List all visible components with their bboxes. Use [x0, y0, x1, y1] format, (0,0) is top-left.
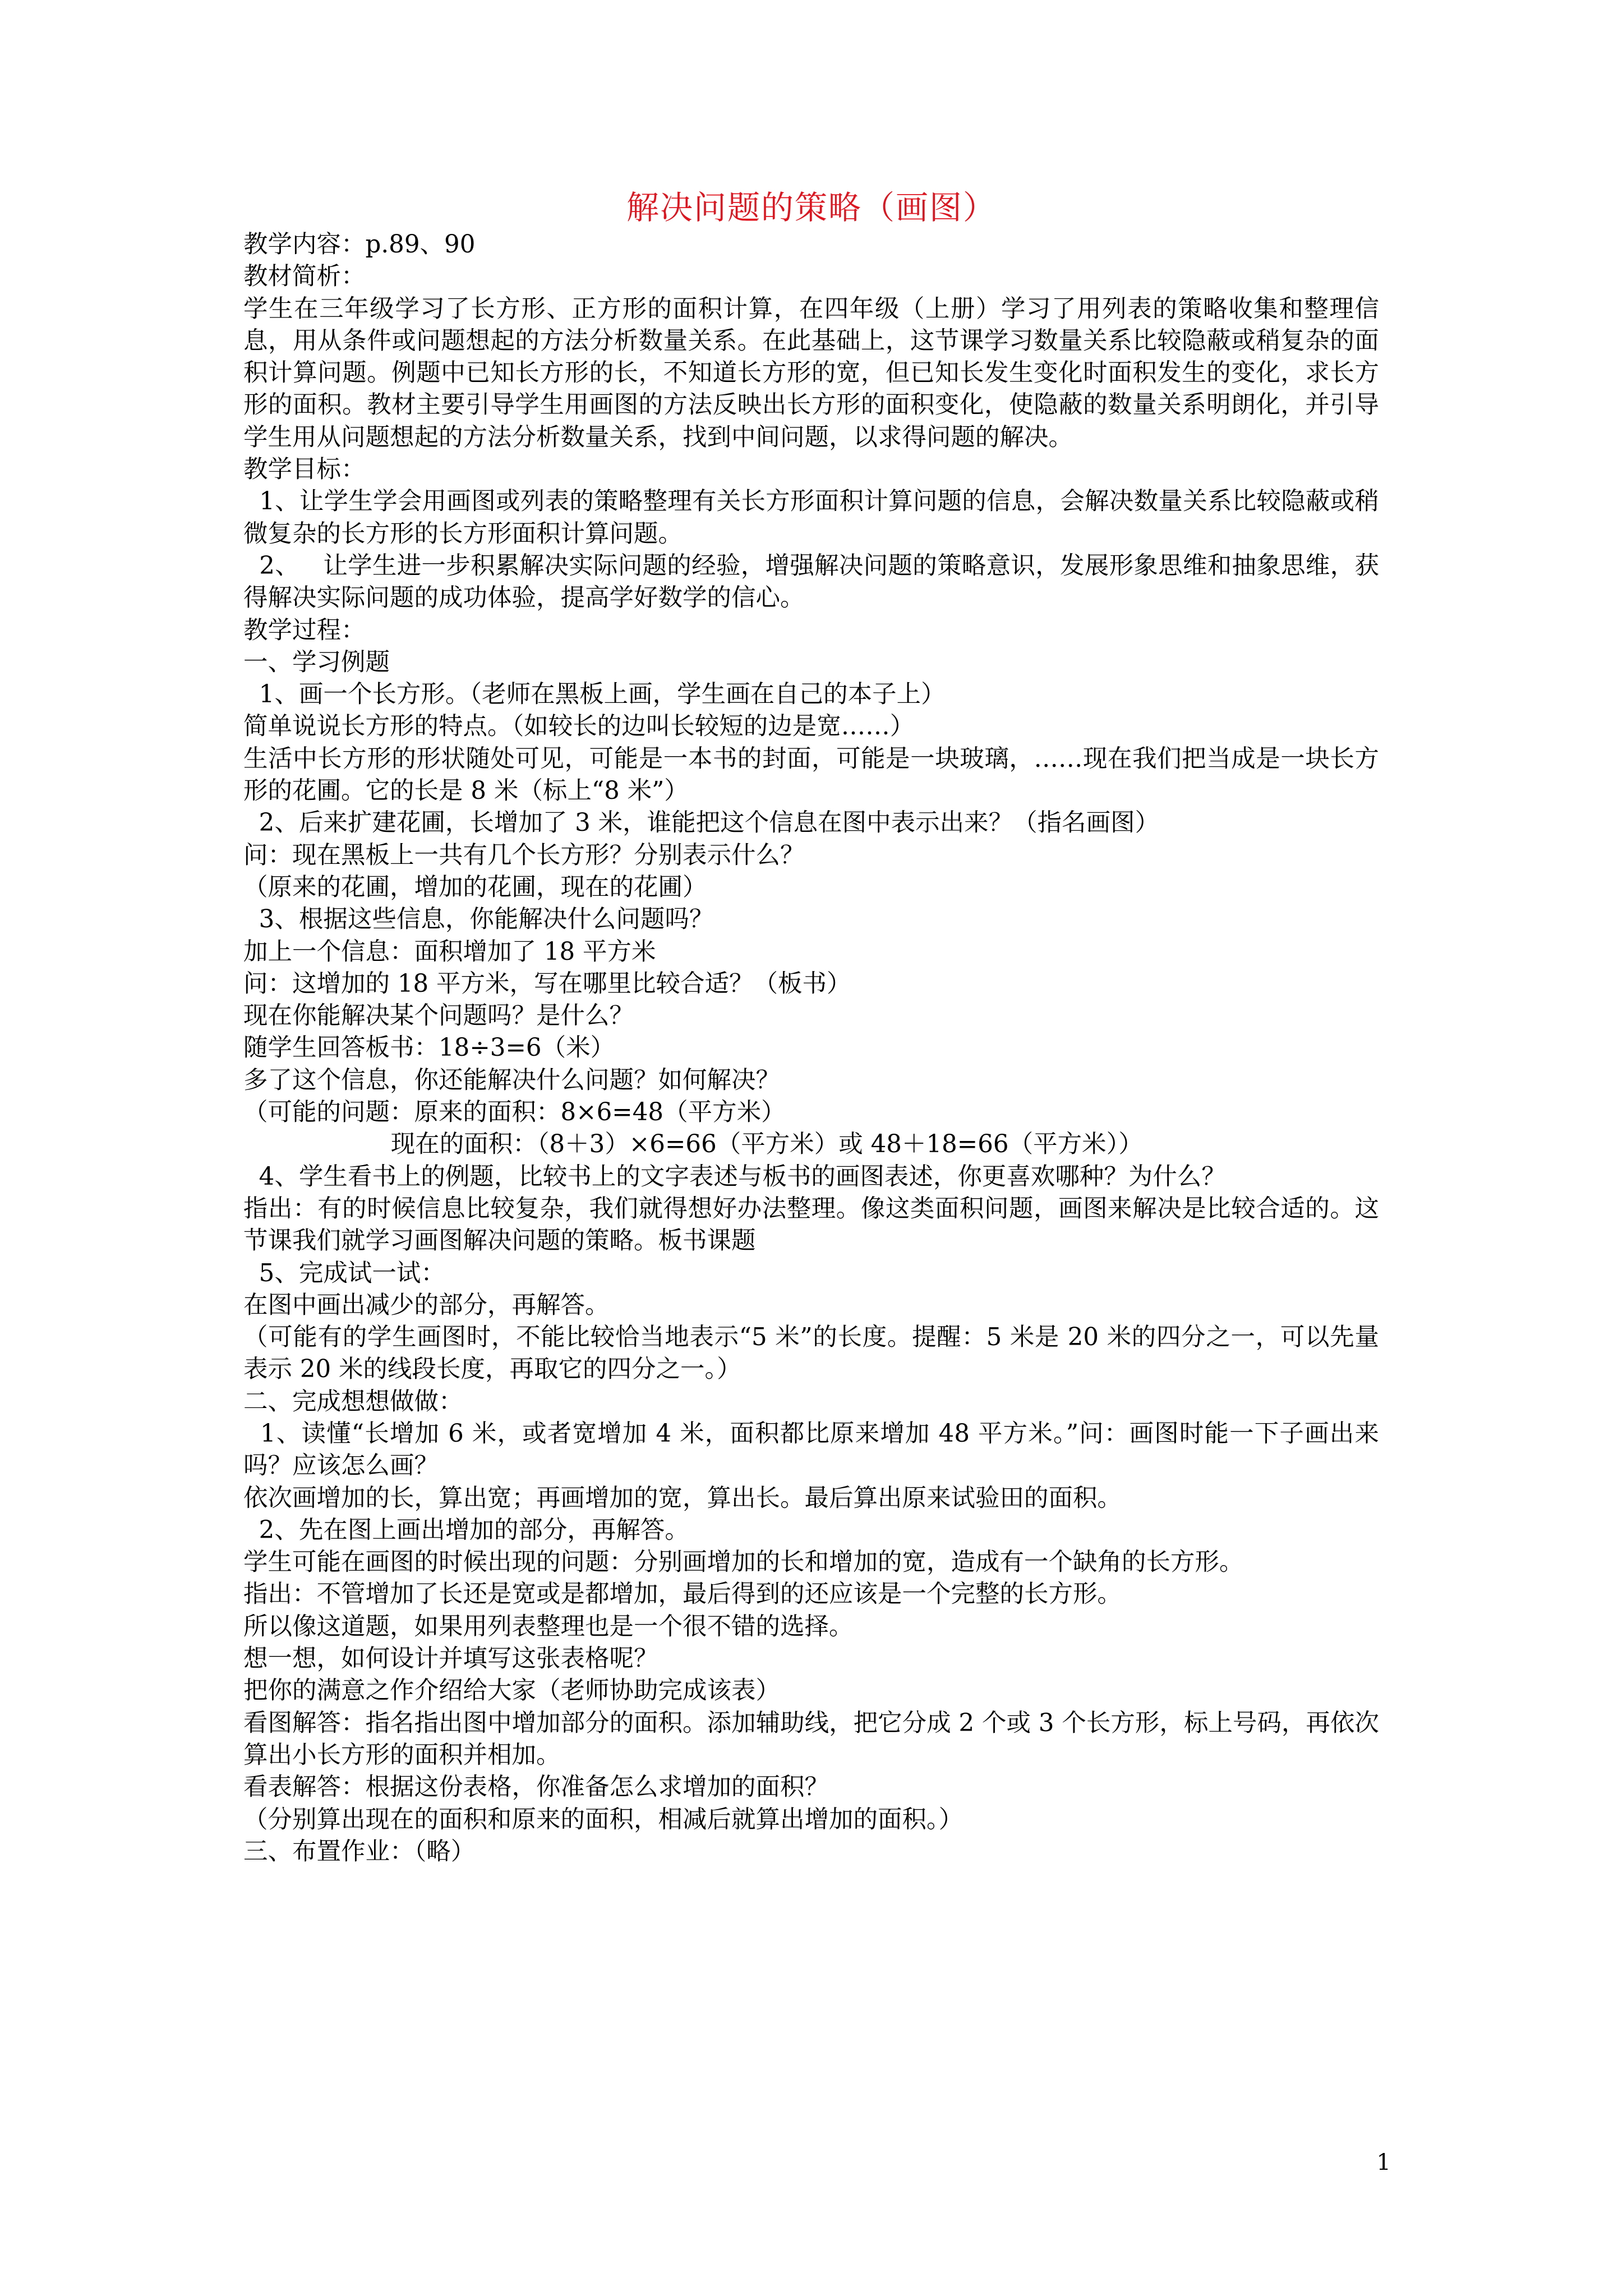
document-body	[243, 229, 1379, 1868]
paragraph: 看表解答：根据这份表格，你准备怎么求增加的面积？	[243, 1773, 829, 1802]
paragraph: 所以像这道题，如果用列表整理也是一个很不错的选择。	[243, 1612, 854, 1641]
paragraph: （分别算出现在的面积和原来的面积，相减后就算出增加的面积。）	[243, 1805, 963, 1834]
paragraph: 随学生回答板书：18÷3=6（米）	[243, 1034, 615, 1062]
paragraph: 学生可能在画图的时候出现的问题：分别画增加的长和增加的宽，造成有一个缺角的长方形。	[243, 1548, 1244, 1577]
paragraph: 学生在三年级学习了长方形、正方形的面积计算，在四年级（上册）学习了用列表的策略收集和整理信息，用从条件或问题想起的方法分析数量关系。在此基础上，这节课学习数量关系比较隐蔽或稍复杂的面积计算问题。例题中已知长方形的长，不知道长方形的宽，但已知长发生变化时面积发生的变化，求长方形的面积。教材主要引导学生用画图的方法反映出长方形的面积变化，使隐蔽的数量关系明朗化，并引导学生用从问题想起的方法分析数量关系，找到中间问题，以求得问题的解决。	[243, 295, 1379, 452]
paragraph: 多了这个信息，你还能解决什么问题？如何解决？	[243, 1066, 780, 1094]
document-title: 解决问题的策略（画图）	[626, 188, 997, 227]
paragraph: 指出：不管增加了长还是宽或是都增加，最后得到的还应该是一个完整的长方形。	[243, 1580, 1122, 1609]
paragraph: 加上一个信息：面积增加了 18 平方米	[243, 937, 656, 966]
paragraph: 一、学习例题	[243, 648, 390, 677]
paragraph: （原来的花圃，增加的花圃，现在的花圃）	[243, 873, 707, 901]
paragraph: 教学目标：	[243, 455, 366, 484]
paragraph: 依次画增加的长，算出宽；再画增加的宽，算出长。最后算出原来试验田的面积。	[243, 1484, 1122, 1512]
paragraph: 想一想，如何设计并填写这张表格呢？	[243, 1645, 658, 1673]
paragraph: 5、完成试一试：	[243, 1259, 445, 1287]
paragraph: 指出：有的时候信息比较复杂，我们就得想好办法整理。像这类面积问题，画图来解决是比较合适的。这节课我们就学习画图解决问题的策略。板书课题	[243, 1194, 1379, 1255]
paragraph: 看图解答：指名指出图中增加部分的面积。添加辅助线，把它分成 2 个或 3 个长方形，标上号码，再依次算出小长方形的面积并相加。	[243, 1709, 1379, 1769]
paragraph: 二、完成想想做做：	[243, 1387, 463, 1416]
paragraph: 问：这增加的 18 平方米，写在哪里比较合适？（板书）	[243, 969, 851, 998]
paragraph: （可能有的学生画图时，不能比较恰当地表示“5 米”的长度。提醒：5 米是 20 米的四分之一，可以先量表示 20 米的线段长度，再取它的四分之一。）	[243, 1323, 1379, 1384]
paragraph: 把你的满意之作介绍给大家（老师协助完成该表）	[243, 1677, 780, 1705]
paragraph: 教材简析：	[243, 263, 366, 291]
paragraph: 在图中画出减少的部分，再解答。	[243, 1291, 610, 1319]
paragraph: 三、布置作业：（略）	[243, 1837, 476, 1866]
paragraph: 简单说说长方形的特点。（如较长的边叫长较短的边是宽……）	[243, 712, 915, 741]
paragraph: 现在的面积：（8＋3）×6=66（平方米）或 48＋18=66（平方米））	[243, 1130, 1143, 1159]
paragraph: 问：现在黑板上一共有几个长方形？分别表示什么？	[243, 841, 805, 869]
paragraph: 1、让学生学会用画图或列表的策略整理有关长方形面积计算问题的信息，会解决数量关系比较隐蔽或稍微复杂的长方形的长方形面积计算问题。	[243, 487, 1380, 548]
paragraph: 3、根据这些信息，你能解决什么问题吗？	[243, 905, 714, 934]
paragraph: 4、学生看书上的例题，比较书上的文字表述与板书的画图表述，你更喜欢哪种？为什么？	[243, 1162, 1226, 1191]
page-number: 1	[1376, 2150, 1391, 2175]
paragraph: 教学过程：	[243, 616, 366, 645]
paragraph: 2、后来扩建花圃，长增加了 3 米，谁能把这个信息在图中表示出来？（指名画图）	[243, 809, 1160, 838]
paragraph: 现在你能解决某个问题吗？是什么？	[243, 1002, 634, 1030]
paragraph: 生活中长方形的形状随处可见，可能是一本书的封面，可能是一块玻璃，……现在我们把当成是一块长方形的花圃。它的长是 8 米（标上“8 米”）	[243, 744, 1379, 806]
paragraph: 教学内容：p.89、90	[243, 231, 476, 259]
paragraph: （可能的问题：原来的面积：8×6=48（平方米）	[243, 1098, 786, 1127]
paragraph: 2、先在图上画出增加的部分，再解答。	[243, 1516, 689, 1544]
paragraph: 1、画一个长方形。（老师在黑板上画，学生画在自己的本子上）	[243, 680, 946, 709]
paragraph: 1、读懂“长增加 6 米，或者宽增加 4 米，面积都比原来增加 48 平方米。”问：画图时能一下子画出来吗？应该怎么画？	[243, 1419, 1380, 1480]
paragraph: 2、 让学生进一步积累解决实际问题的经验，增强解决问题的策略意识，发展形象思维和抽象思维，获得解决实际问题的成功体验，提高学好数学的信心。	[243, 551, 1379, 613]
